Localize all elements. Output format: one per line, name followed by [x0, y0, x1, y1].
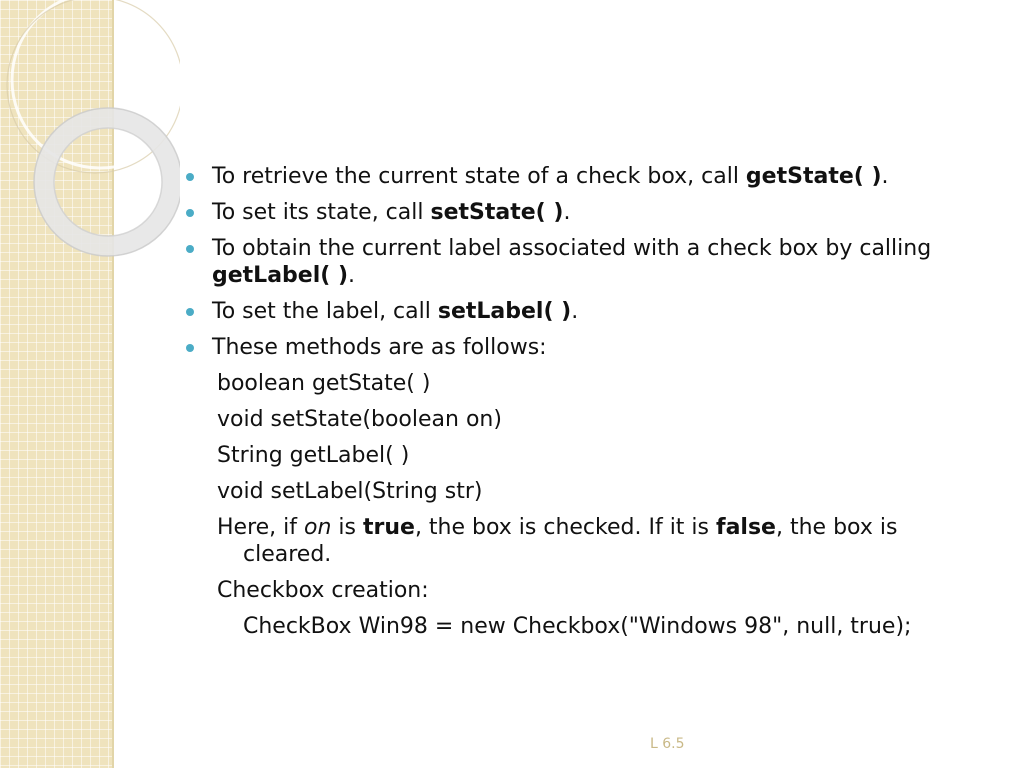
bullet-item [186, 334, 986, 361]
code-line: void setState(boolean on) [217, 407, 502, 432]
code-line: String getLabel( ) [217, 443, 410, 468]
creation-label: Checkbox creation: [217, 578, 429, 603]
bullet-text: To set its state, call [212, 200, 431, 225]
code-line: boolean getState( ) [217, 371, 431, 396]
bullet-icon [186, 344, 194, 352]
bullet-text: These methods are as follows: [212, 335, 547, 360]
bullet-text: To obtain the current label associated with a check box by calling [212, 236, 932, 261]
slide-body [186, 163, 986, 649]
note-text: Here, if [217, 515, 305, 540]
note-false: false [716, 515, 776, 540]
note-text: , the box is cleared. [243, 515, 898, 567]
note-paragraph [186, 514, 986, 568]
bullet-item [186, 199, 986, 226]
bullet-icon [186, 308, 194, 316]
bullet-method: getState( ) [745, 164, 882, 189]
bullet-icon [186, 173, 194, 181]
bullet-text: To set the label, call [212, 299, 438, 324]
bullet-item [186, 298, 986, 325]
bullet-method: setLabel( ) [437, 299, 572, 324]
bullet-punct: . [348, 263, 356, 288]
bullet-icon [186, 209, 194, 217]
bullet-item [186, 163, 986, 190]
bullet-method: setState( ) [430, 200, 564, 225]
bullet-punct: . [563, 200, 571, 225]
note-text: is [331, 515, 363, 540]
note-true: true [362, 515, 415, 540]
bullet-punct: . [881, 164, 889, 189]
creation-code: CheckBox Win98 = new Checkbox("Windows 98", null, true); [243, 614, 912, 639]
note-param: on [304, 515, 332, 540]
note-text: , the box is checked. If it is [414, 515, 716, 540]
bullet-punct: . [571, 299, 579, 324]
bullet-text: To retrieve the current state of a check box, call [212, 164, 746, 189]
bullet-method: getLabel( ) [212, 263, 349, 288]
code-line: void setLabel(String str) [217, 479, 483, 504]
slide-number: L 6.5 [650, 736, 685, 752]
decorative-rings-graphic [0, 0, 180, 300]
bullet-item [186, 235, 986, 289]
bullet-icon [186, 245, 194, 253]
